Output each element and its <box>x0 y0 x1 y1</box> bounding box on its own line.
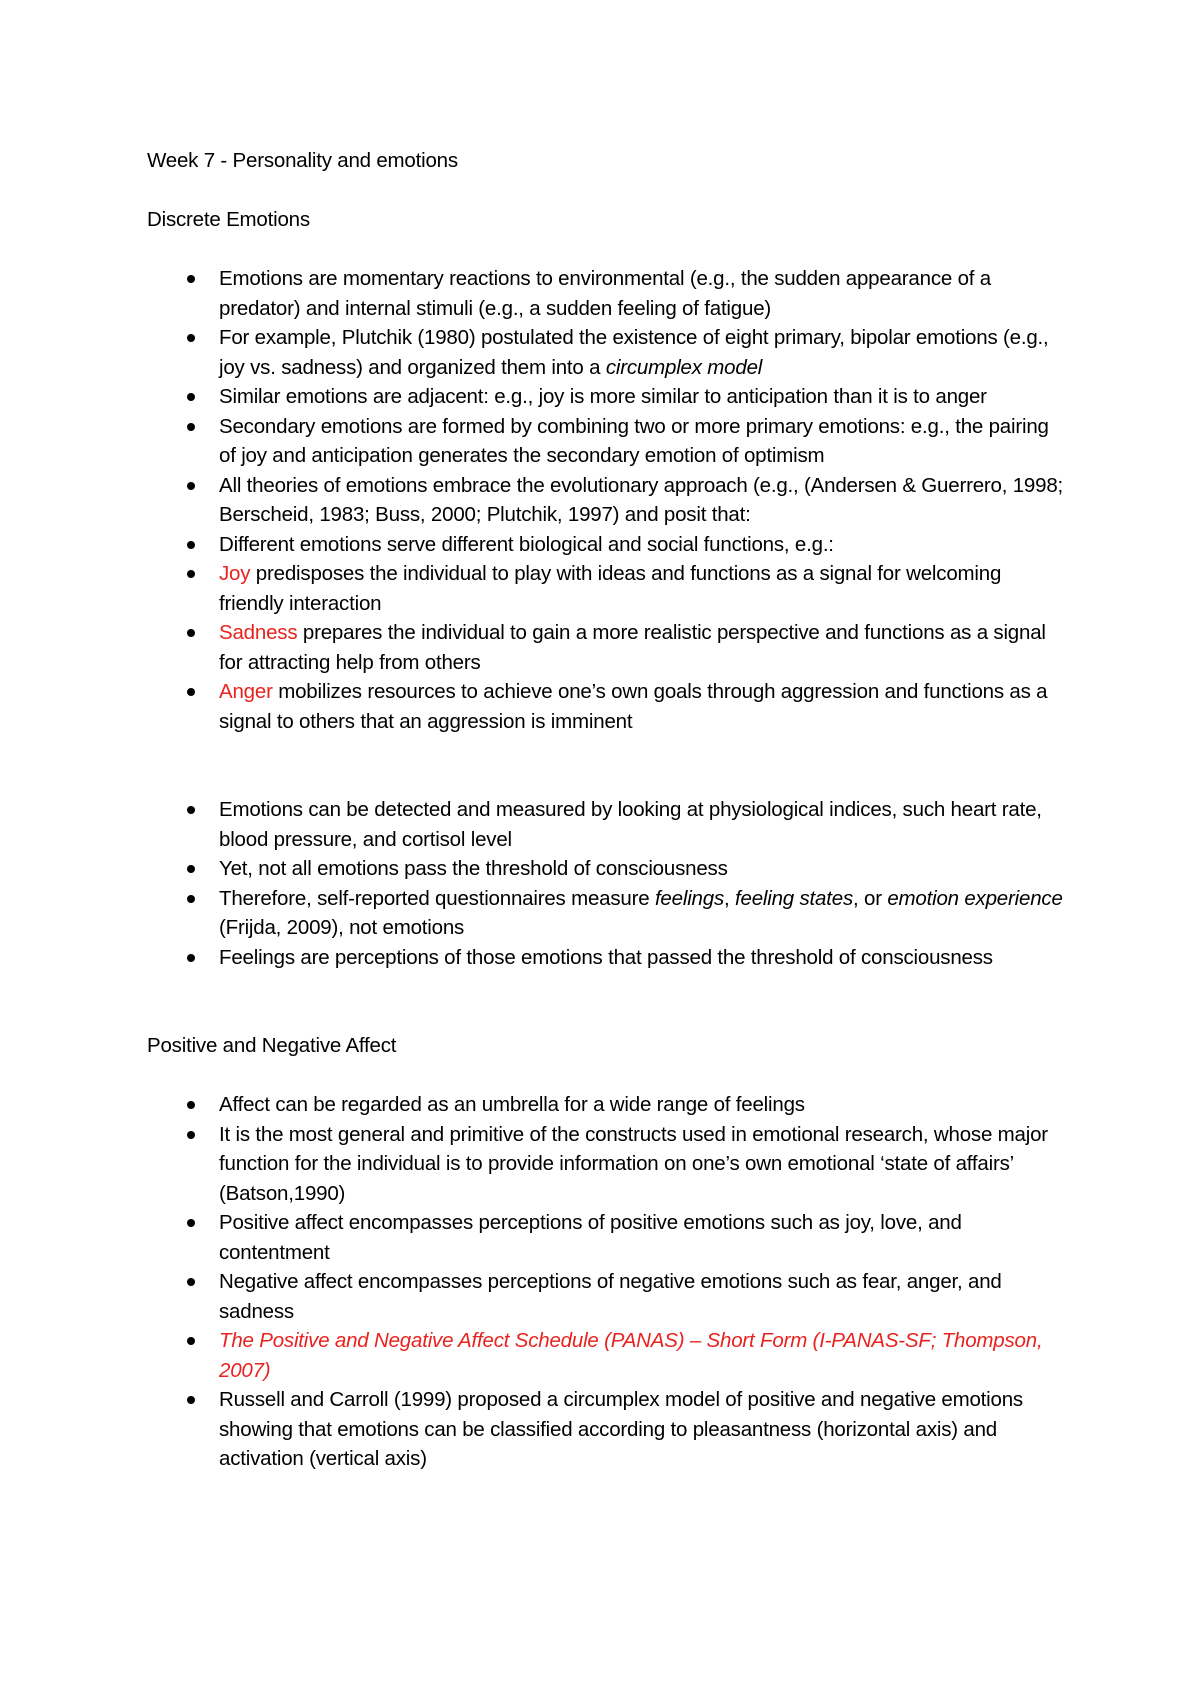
bullet-icon <box>187 1396 195 1404</box>
discrete-emotions-list <box>147 264 1067 736</box>
bullet-icon <box>187 1219 195 1227</box>
list-item: Yet, not all emotions pass the threshold of consciousness <box>147 854 1067 884</box>
list-item: Emotions can be detected and measured by looking at physiological indices, such heart rate, blood pressure, and cortisol level <box>147 795 1067 854</box>
list-item: Positive affect encompasses perceptions of positive emotions such as joy, love, and contentment <box>147 1208 1067 1267</box>
section-heading-affect: Positive and Negative Affect <box>147 1034 397 1057</box>
bullet-icon <box>187 1337 195 1345</box>
affect-list <box>147 1090 1067 1474</box>
bullet-icon <box>187 334 195 342</box>
list-item: It is the most general and primitive of the constructs used in emotional research, whose major function for the individual is to provide information on one’s own emotional ‘state of affairs’ (Batson,1990) <box>147 1120 1067 1209</box>
bullet-icon <box>187 895 195 903</box>
bullet-icon <box>187 275 195 283</box>
list-item: Therefore, self-reported questionnaires measure feelings, feeling states, or emotion experience (Frijda, 2009), not emotions <box>147 884 1067 943</box>
bullet-icon <box>187 954 195 962</box>
list-item: Anger mobilizes resources to achieve one’s own goals through aggression and functions as a signal to others that an aggression is imminent <box>147 677 1067 736</box>
list-item: Secondary emotions are formed by combining two or more primary emotions: e.g., the pairing of joy and anticipation generates the secondary emotion of optimism <box>147 412 1067 471</box>
bullet-icon <box>187 1131 195 1139</box>
bullet-icon <box>187 541 195 549</box>
bullet-icon <box>187 688 195 696</box>
list-item: Different emotions serve different biological and social functions, e.g.: <box>147 530 1067 560</box>
document-body <box>147 146 1067 1474</box>
list-item: Joy predisposes the individual to play with ideas and functions as a signal for welcoming friendly interaction <box>147 559 1067 618</box>
emphasis-text: emotion experience <box>887 886 1063 910</box>
panas-reference: The Positive and Negative Affect Schedule (PANAS) – Short Form (I-PANAS-SF; Thompson, 2007) <box>219 1329 1043 1382</box>
bullet-icon <box>187 806 195 814</box>
highlight-term-anger: Anger <box>219 680 273 703</box>
bullet-icon <box>187 1101 195 1109</box>
list-item: Negative affect encompasses perceptions of negative emotions such as fear, anger, and sadness <box>147 1267 1067 1326</box>
list-item: For example, Plutchik (1980) postulated the existence of eight primary, bipolar emotions (e.g., joy vs. sadness) and organized them into a circumplex model <box>147 323 1067 382</box>
bullet-icon <box>187 423 195 431</box>
emphasis-text: circumplex model <box>605 355 763 379</box>
list-item: All theories of emotions embrace the evolutionary approach (e.g., (Andersen & Guerrero, 1998; Berscheid, 1983; Buss, 2000; Plutchik, 1997) and posit that: <box>147 471 1067 530</box>
bullet-icon <box>187 482 195 490</box>
list-item: Feelings are perceptions of those emotions that passed the threshold of consciousness <box>147 943 1067 973</box>
emphasis-text: feeling states <box>735 886 853 910</box>
list-item: Sadness prepares the individual to gain a more realistic perspective and functions as a signal for attracting help from others <box>147 618 1067 677</box>
bullet-icon <box>187 629 195 637</box>
bullet-icon <box>187 865 195 873</box>
list-item: Russell and Carroll (1999) proposed a circumplex model of positive and negative emotions showing that emotions can be classified according to pleasantness (horizontal axis) and activation (vertical axis) <box>147 1385 1067 1474</box>
section-heading-discrete-emotions: Discrete Emotions <box>147 208 310 231</box>
highlight-term-sadness: Sadness <box>219 621 298 644</box>
bullet-icon <box>187 393 195 401</box>
page-title: Week 7 - Personality and emotions <box>147 149 458 172</box>
list-item <box>147 1326 1067 1385</box>
highlight-term-joy: Joy <box>219 562 251 585</box>
emphasis-text: feelings <box>654 886 724 910</box>
measurement-list <box>147 795 1067 972</box>
bullet-icon <box>187 570 195 578</box>
list-item: Similar emotions are adjacent: e.g., joy is more similar to anticipation than it is to anger <box>147 382 1067 412</box>
list-item: Emotions are momentary reactions to environmental (e.g., the sudden appearance of a predator) and internal stimuli (e.g., a sudden feeling of fatigue) <box>147 264 1067 323</box>
list-item: Affect can be regarded as an umbrella for a wide range of feelings <box>147 1090 1067 1120</box>
bullet-icon <box>187 1278 195 1286</box>
